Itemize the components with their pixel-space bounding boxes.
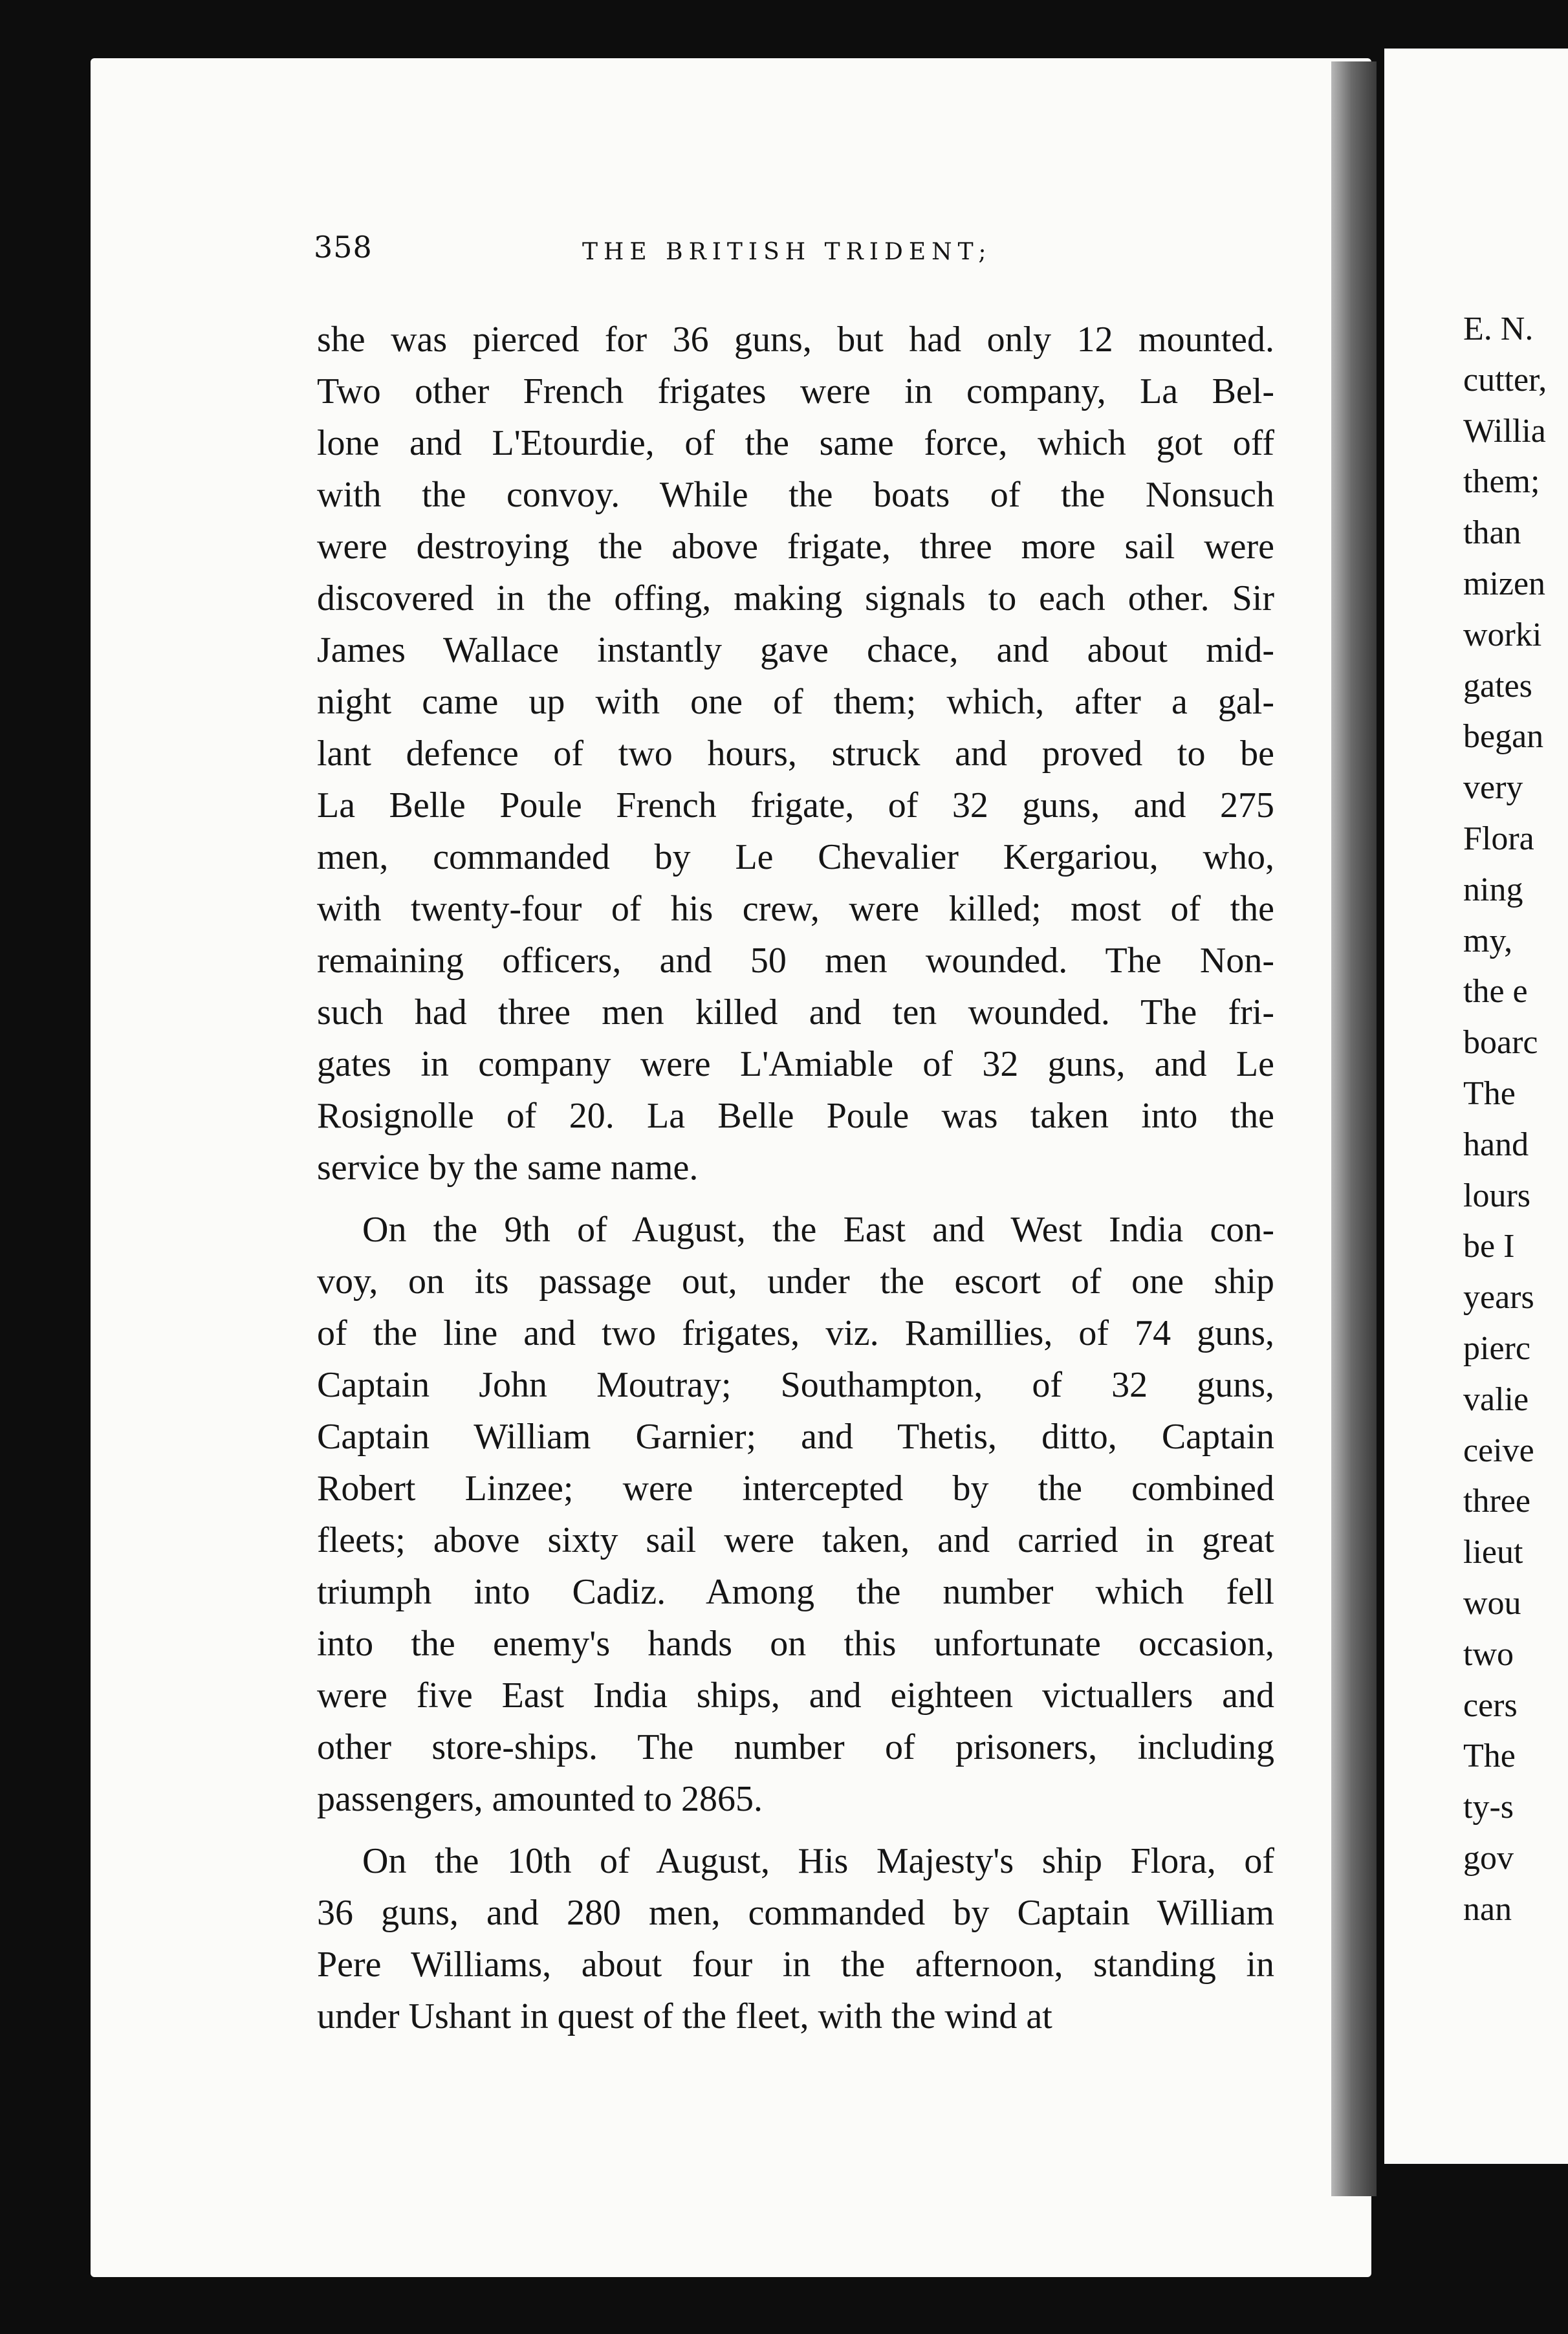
paragraph — [317, 314, 1274, 1194]
facing-page-line: Willia — [1463, 412, 1546, 450]
facing-page-line: gov — [1463, 1839, 1514, 1877]
text-line: men, commanded by Le Chevalier Kergariou, who, — [317, 837, 1274, 877]
body-text — [317, 314, 1274, 2042]
text-line: On the 10th of August, His Majesty's ship Flora, of — [362, 1841, 1274, 1881]
text-line: passengers, amounted to 2865. — [317, 1779, 763, 1819]
facing-page-line: mizen — [1463, 565, 1546, 602]
facing-page-line: cers — [1463, 1686, 1518, 1724]
facing-page-line: ning — [1463, 871, 1523, 908]
text-line: service by the same name. — [317, 1148, 699, 1188]
facing-page-line: ceive — [1463, 1432, 1534, 1469]
facing-page-line: cutter, — [1463, 361, 1547, 398]
facing-page-line: my, — [1463, 922, 1513, 959]
facing-page-line: E. N. — [1463, 311, 1534, 347]
facing-page-line: The — [1463, 1738, 1516, 1775]
facing-page-line: pierc — [1463, 1329, 1530, 1367]
text-line: voy, on its passage out, under the escort of one ship — [317, 1261, 1274, 1302]
facing-page-line: lours — [1463, 1177, 1530, 1214]
running-head: THE BRITISH TRIDENT; — [582, 239, 992, 265]
facing-page-line: Flora — [1463, 820, 1534, 857]
facing-page-line: hand — [1463, 1126, 1529, 1163]
text-line: such had three men killed and ten wounded. The fri- — [317, 992, 1274, 1032]
facing-page-text — [1463, 304, 1547, 1936]
text-line: Two other French frigates were in company, La Bel- — [317, 371, 1274, 411]
facing-page-line: the e — [1463, 973, 1528, 1010]
facing-page-line: them; — [1463, 463, 1540, 501]
text-line: Rosignolle of 20. La Belle Poule was taken into the — [317, 1096, 1274, 1136]
facing-page-line: worki — [1463, 616, 1542, 653]
text-line: under Ushant in quest of the fleet, with the wind at — [317, 1996, 1052, 2036]
facing-page-line: wou — [1463, 1584, 1521, 1622]
text-line: into the enemy's hands on this unfortunate occasion, — [317, 1624, 1274, 1664]
text-line: triumph into Cadiz. Among the number which fell — [317, 1572, 1274, 1612]
text-line: were destroying the above frigate, three more sail were — [317, 527, 1274, 567]
text-line: night came up with one of them; which, after a gal- — [317, 682, 1274, 722]
text-line: gates in company were L'Amiable of 32 guns, and Le — [317, 1044, 1274, 1084]
page-header — [314, 230, 1284, 275]
page-number: 358 — [314, 230, 373, 265]
paragraph — [317, 1204, 1274, 1825]
text-line: Pere Williams, about four in the afternoon, standing in — [317, 1945, 1274, 1985]
text-line: remaining officers, and 50 men wounded. The Non- — [317, 941, 1274, 981]
text-line: lone and L'Etourdie, of the same force, which got off — [317, 423, 1274, 463]
text-line: of the line and two frigates, viz. Ramillies, of 74 guns, — [317, 1313, 1274, 1353]
text-line: lant defence of two hours, struck and proved to be — [317, 734, 1274, 774]
text-line: Captain William Garnier; and Thetis, ditto, Captain — [317, 1417, 1274, 1457]
text-line: other store-ships. The number of prisoners, including — [317, 1727, 1274, 1767]
facing-page-line: two — [1463, 1635, 1514, 1673]
text-line: fleets; above sixty sail were taken, and carried in great — [317, 1520, 1274, 1560]
facing-page-line: be I — [1463, 1228, 1515, 1265]
text-line: Robert Linzee; were intercepted by the combined — [317, 1468, 1274, 1509]
facing-page-line: ty-s — [1463, 1789, 1514, 1826]
book-gutter — [1331, 61, 1377, 2196]
text-line: discovered in the offing, making signals to each other. Sir — [317, 578, 1274, 618]
facing-page-line: very — [1463, 769, 1523, 807]
text-line: La Belle Poule French frigate, of 32 guns, and 275 — [317, 785, 1274, 825]
text-line: 36 guns, and 280 men, commanded by Captain William — [317, 1893, 1274, 1933]
facing-page-line: valie — [1463, 1380, 1529, 1418]
facing-page-line: The — [1463, 1074, 1516, 1112]
text-line: were five East India ships, and eighteen victuallers and — [317, 1675, 1274, 1716]
text-line: with twenty-four of his crew, were killed; most of the — [317, 889, 1274, 929]
facing-page-line: gates — [1463, 667, 1532, 704]
facing-page-line: nan — [1463, 1890, 1512, 1928]
facing-page-line: years — [1463, 1279, 1534, 1316]
text-line: On the 9th of August, the East and West India con- — [362, 1210, 1274, 1250]
paragraph — [317, 1835, 1274, 2042]
facing-page-line: lieut — [1463, 1534, 1523, 1571]
facing-page-line: three — [1463, 1483, 1530, 1520]
text-line: James Wallace instantly gave chace, and about mid- — [317, 630, 1274, 670]
text-line: Captain John Moutray; Southampton, of 32 guns, — [317, 1365, 1274, 1405]
text-line: she was pierced for 36 guns, but had only 12 mounted. — [317, 320, 1274, 360]
facing-page-line: than — [1463, 514, 1521, 552]
facing-page-line: boarc — [1463, 1024, 1538, 1062]
text-line: with the convoy. While the boats of the Nonsuch — [317, 475, 1274, 515]
facing-page-line: began — [1463, 718, 1544, 756]
